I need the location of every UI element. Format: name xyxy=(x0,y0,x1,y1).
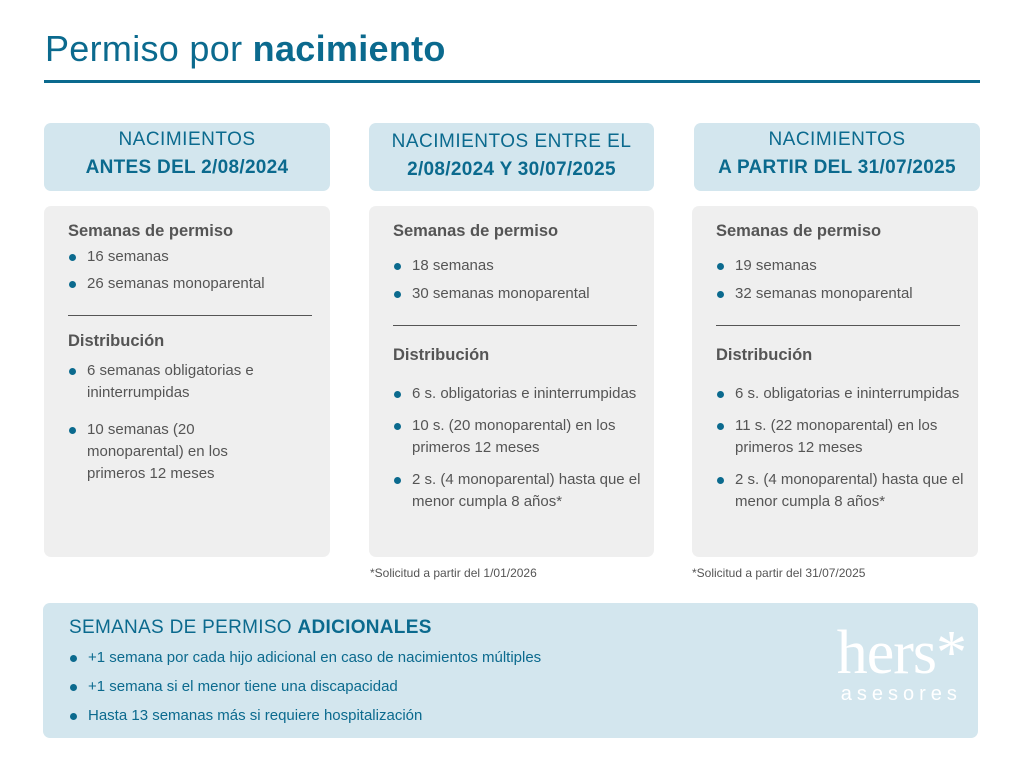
column-1-header xyxy=(44,123,330,191)
divider xyxy=(68,315,312,316)
column-3-card xyxy=(692,206,978,557)
title-bold: nacimiento xyxy=(252,28,446,69)
weeks-heading: Semanas de permiso xyxy=(68,222,234,240)
weeks-heading: Semanas de permiso xyxy=(716,222,882,240)
distribution-heading: Distribución xyxy=(68,332,165,350)
column-3-header-line2: A PARTIR DEL 31/07/2025 xyxy=(718,157,956,178)
weeks-item: 26 semanas monoparental xyxy=(68,273,312,295)
column-1-card xyxy=(44,206,330,557)
column-1-header-line1: NACIMIENTOS xyxy=(118,129,256,150)
distribution-item: 11 s. (22 monoparental) en los primeros 12 meses xyxy=(716,415,965,459)
additional-item: +1 semana por cada hijo adicional en caso de nacimientos múltiples xyxy=(69,647,952,669)
distribution-item: 10 semanas (20 monoparental) en los primeros 12 meses xyxy=(68,419,287,485)
logo-wordmark: hers* xyxy=(836,619,966,687)
additional-title-regular: SEMANAS DE PERMISO xyxy=(69,617,298,638)
weeks-item: 16 semanas xyxy=(68,246,312,268)
column-2-card xyxy=(369,206,654,557)
distribution-heading: Distribución xyxy=(716,346,813,364)
distribution-item: 2 s. (4 monoparental) hasta que el menor cumpla 8 años* xyxy=(393,469,652,513)
column-2-header-line1: NACIMIENTOS ENTRE EL xyxy=(391,131,632,152)
weeks-item: 19 semanas xyxy=(716,255,960,277)
distribution-heading: Distribución xyxy=(393,346,490,364)
additional-weeks-title xyxy=(69,617,952,639)
additional-title-bold: ADICIONALES xyxy=(297,617,432,638)
distribution-item: 6 s. obligatorias e ininterrumpidas xyxy=(393,383,642,405)
column-3-footnote: *Solicitud a partir del 31/07/2025 xyxy=(692,566,866,580)
column-2-footnote: *Solicitud a partir del 1/01/2026 xyxy=(370,566,537,580)
column-2-header-line2: 2/08/2024 Y 30/07/2025 xyxy=(407,159,616,180)
additional-item: Hasta 13 semanas más si requiere hospitalización xyxy=(69,705,952,727)
distribution-item: 10 s. (20 monoparental) en los primeros 12 meses xyxy=(393,415,642,459)
weeks-item: 18 semanas xyxy=(393,255,636,277)
title-regular: Permiso por xyxy=(45,28,253,69)
distribution-item: 6 semanas obligatorias e ininterrumpidas xyxy=(68,360,287,404)
weeks-item: 30 semanas monoparental xyxy=(393,283,636,305)
distribution-item: 6 s. obligatorias e ininterrumpidas xyxy=(716,383,965,405)
title-underline xyxy=(44,80,980,83)
weeks-heading: Semanas de permiso xyxy=(393,222,559,240)
additional-item: +1 semana si el menor tiene una discapacidad xyxy=(69,676,952,698)
hers-logo xyxy=(836,619,966,706)
distribution-item: 2 s. (4 monoparental) hasta que el menor cumpla 8 años* xyxy=(716,469,975,513)
divider xyxy=(716,325,960,326)
column-3-header-line1: NACIMIENTOS xyxy=(768,129,906,150)
logo-subtitle: asesores xyxy=(840,683,962,705)
column-3-header xyxy=(694,123,980,191)
page-title xyxy=(45,28,446,70)
divider xyxy=(393,325,637,326)
column-1-header-line2: ANTES DEL 2/08/2024 xyxy=(85,157,289,178)
column-2-header xyxy=(369,123,654,191)
weeks-item: 32 semanas monoparental xyxy=(716,283,960,305)
additional-weeks-panel xyxy=(43,603,978,738)
